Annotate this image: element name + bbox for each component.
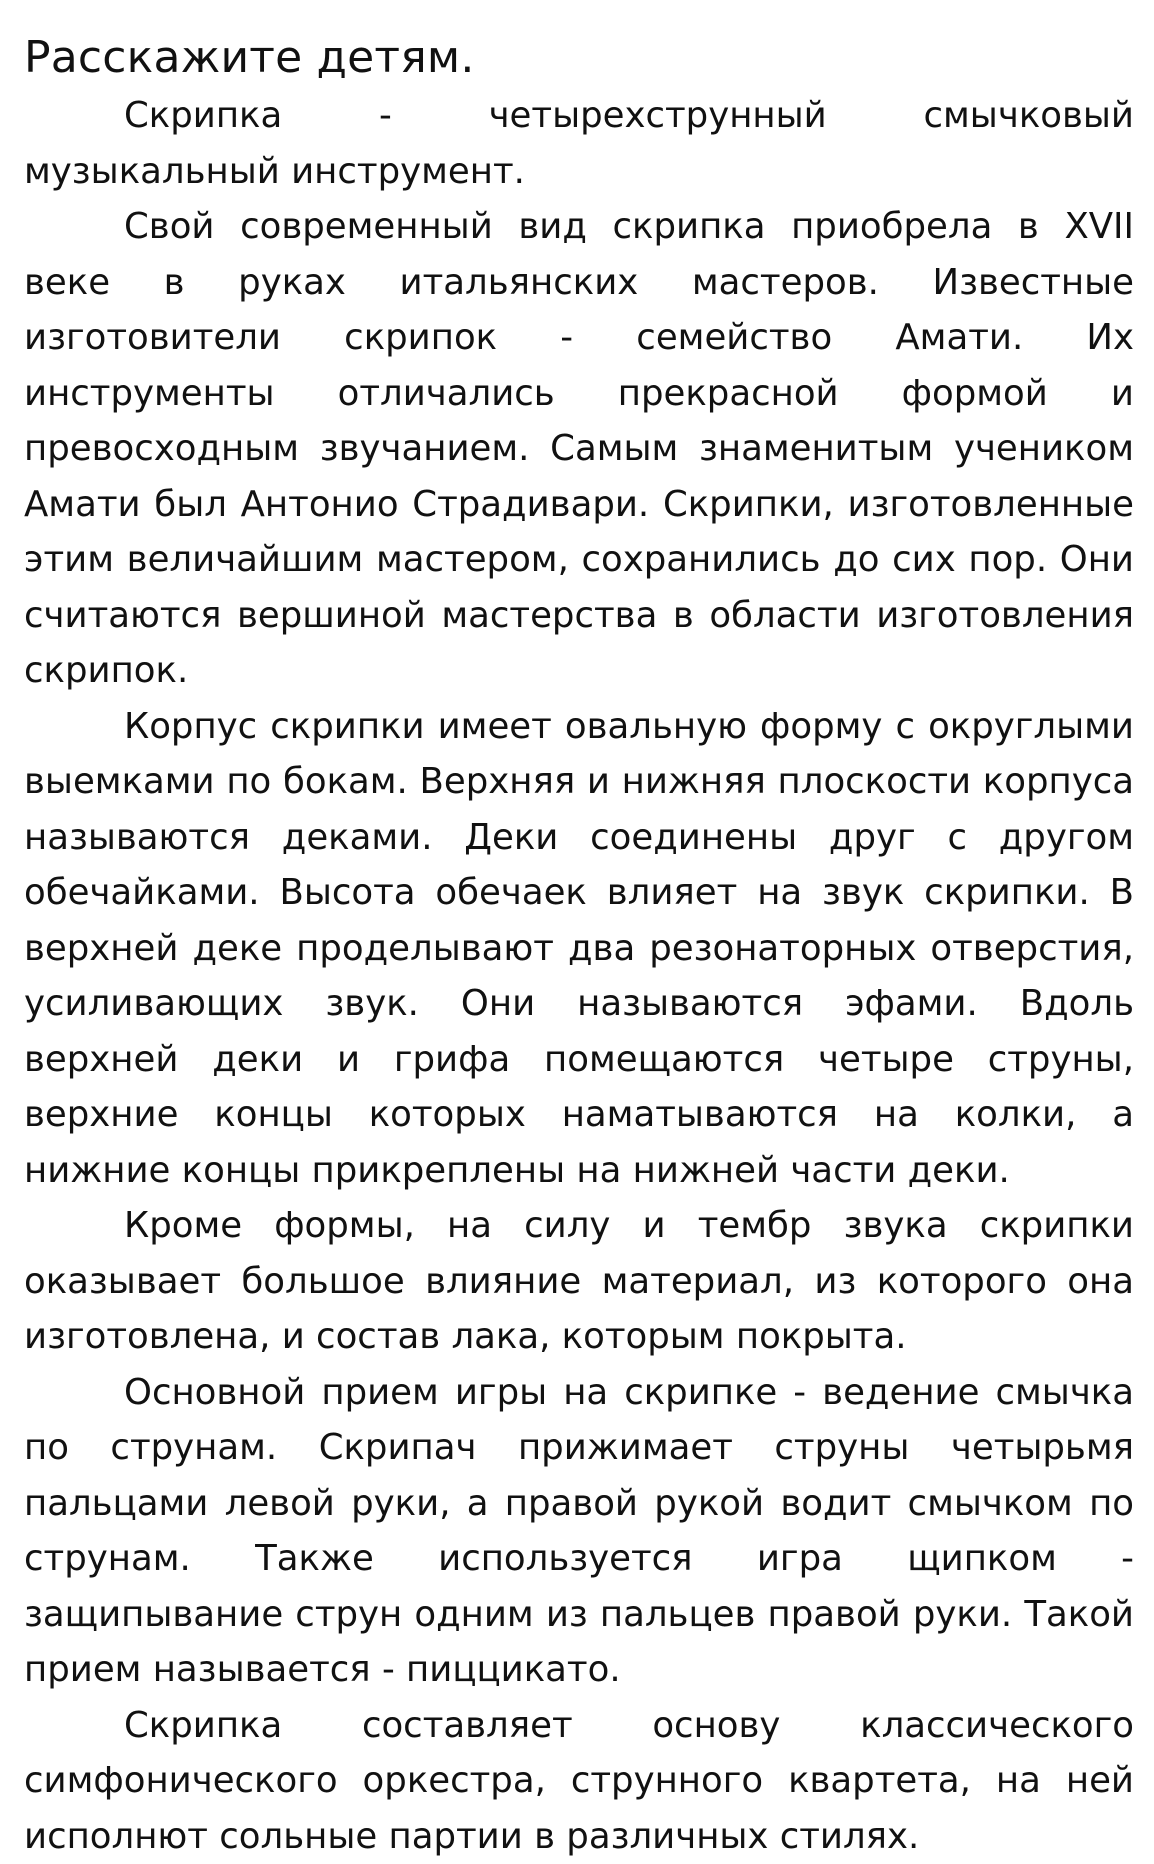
paragraph-materials: Кроме формы, на силу и тембр звука скрипки оказывает большое влияние материал, из которого она изготовлена, и состав лака, которым покрыта.	[24, 1198, 1134, 1365]
paragraph-body-construction: Корпус скрипки имеет овальную форму с округлыми выемками по бокам. Верхняя и нижняя плоскости корпуса называются деками. Деки соединены друг с другом обечайками. Высота обечаек влияет на звук скрипки. В верхней деке проделывают два резонаторных отверстия, усиливающих звук. Они называются эфами. Вдоль верхней деки и грифа помещаются четыре струны, верхние концы которых наматываются на колки, а нижние концы прикреплены на нижней части деки.	[24, 699, 1134, 1199]
paragraph-playing-technique: Основной прием игры на скрипке - ведение смычка по струнам. Скрипач прижимает струны четырьмя пальцами левой руки, а правой рукой водит смычком по струнам. Также используется игра щипком - защипывание струн одним из пальцев правой руки. Такой прием называется - пиццикато.	[24, 1365, 1134, 1698]
document-page	[24, 30, 1134, 1864]
paragraph-orchestra-role: Скрипка составляет основу классического симфонического оркестра, струнного квартета, на ней исполнют сольные партии в различных стилях.	[24, 1698, 1134, 1864]
document-heading: Расскажите детям.	[24, 30, 1134, 86]
paragraph-definition: Скрипка - четырехструнный смычковый музыкальный инструмент.	[24, 88, 1134, 199]
paragraph-history: Свой современный вид скрипка приобрела в XVII веке в руках итальянских мастеров. Известные изготовители скрипок - семейство Амати. Их инструменты отличались прекрасной формой и превосходным звучанием. Самым знаменитым учеником Амати был Антонио Страдивари. Скрипки, изготовленные этим величайшим мастером, сохранились до сих пор. Они считаются вершиной мастерства в области изготовления скрипок.	[24, 199, 1134, 699]
